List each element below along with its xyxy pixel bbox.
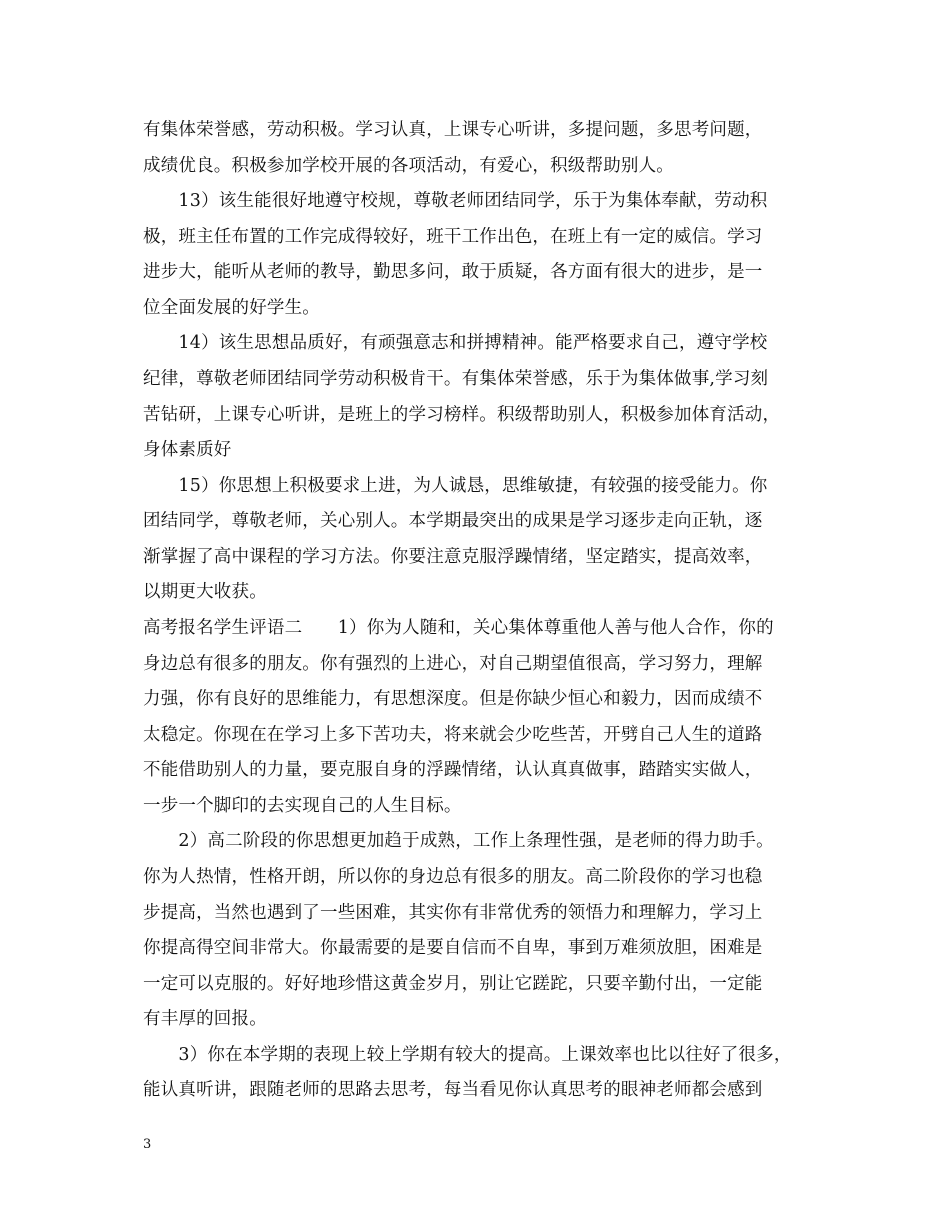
section-heading-line: 高考报名学生评语二 1）你为人随和，关心集体尊重他人善与他人合作，你的	[143, 618, 774, 638]
text-line: 有丰厚的回报。	[143, 1009, 267, 1029]
text-line: 位全面发展的好学生。	[143, 298, 320, 318]
text-line: 苦钻研，上课专心听讲，是班上的学习榜样。积级帮助别人，积极参加体育活动，	[143, 405, 781, 425]
text-line: 13）该生能很好地遵守校规，尊敬老师团结同学，乐于为集体奉献，劳动积	[143, 191, 768, 211]
text-line: 3）你在本学期的表现上较上学期有较大的提高。上课效率也比以往好了很多，	[143, 1045, 792, 1065]
text-line: 成绩优良。积极参加学校开展的各项活动，有爱心，积级帮助别人。	[143, 156, 674, 176]
text-line: 纪律，尊敬老师团结同学劳动积极肯干。有集体荣誉感，乐于为集体做事,学习刻	[143, 369, 769, 389]
text-line: 不能借助别人的力量，要克服自身的浮躁情绪，认认真真做事，踏踏实实做人，	[143, 760, 763, 780]
text-line: 有集体荣誉感，劳动积极。学习认真，上课专心听讲，多提问题，多思考问题，	[143, 120, 763, 140]
text-line: 你为人热情，性格开朗，所以你的身边总有很多的朋友。高二阶段你的学习也稳	[143, 867, 763, 887]
text-line: 太稳定。你现在在学习上多下苦功夫，将来就会少吃些苦，开劈自己人生的道路	[143, 725, 763, 745]
text-line: 身体素质好	[143, 440, 232, 460]
text-line: 力强，你有良好的思维能力，有思想深度。但是你缺少恒心和毅力，因而成绩不	[143, 689, 763, 709]
text-line: 团结同学，尊敬老师，关心别人。本学期最突出的成果是学习逐步走向正轨，逐	[143, 511, 763, 531]
text-line: 步提高，当然也遇到了一些困难，其实你有非常优秀的领悟力和理解力，学习上	[143, 903, 763, 923]
text-line: 一步一个脚印的去实现自己的人生目标。	[143, 796, 462, 816]
text-line: 15）你思想上积极要求上进，为人诚恳，思维敏捷，有较强的接受能力。你	[143, 476, 768, 496]
text-line: 14）该生思想品质好，有顽强意志和拼搏精神。能严格要求自己，遵守学校	[143, 333, 768, 353]
text-line: 能认真听讲，跟随老师的思路去思考，每当看见你认真思考的眼神老师都会感到	[143, 1080, 763, 1100]
text-line: 你提高得空间非常大。你最需要的是要自信而不自卑，事到万难须放胆，困难是	[143, 938, 763, 958]
text-line: 一定可以克服的。好好地珍惜这黄金岁月，别让它蹉跎，只要辛勤付出，一定能	[143, 974, 763, 994]
text-line: 进步大，能听从老师的教导，勤思多问，敢于质疑，各方面有很大的进步，是一	[143, 262, 763, 282]
page-number: 3	[143, 1137, 152, 1152]
text-line: 2）高二阶段的你思想更加趋于成熟，工作上条理性强，是老师的得力助手。	[143, 831, 774, 851]
text-line: 极，班主任布置的工作完成得较好，班干工作出色，在班上有一定的威信。学习	[143, 227, 763, 247]
text-line: 渐掌握了高中课程的学习方法。你要注意克服浮躁情绪，坚定踏实，提高效率，	[143, 547, 763, 567]
text-line: 以期更大收获。	[143, 582, 267, 602]
text-line: 身边总有很多的朋友。你有强烈的上进心，对自己期望值很高，学习努力，理解	[143, 654, 763, 674]
